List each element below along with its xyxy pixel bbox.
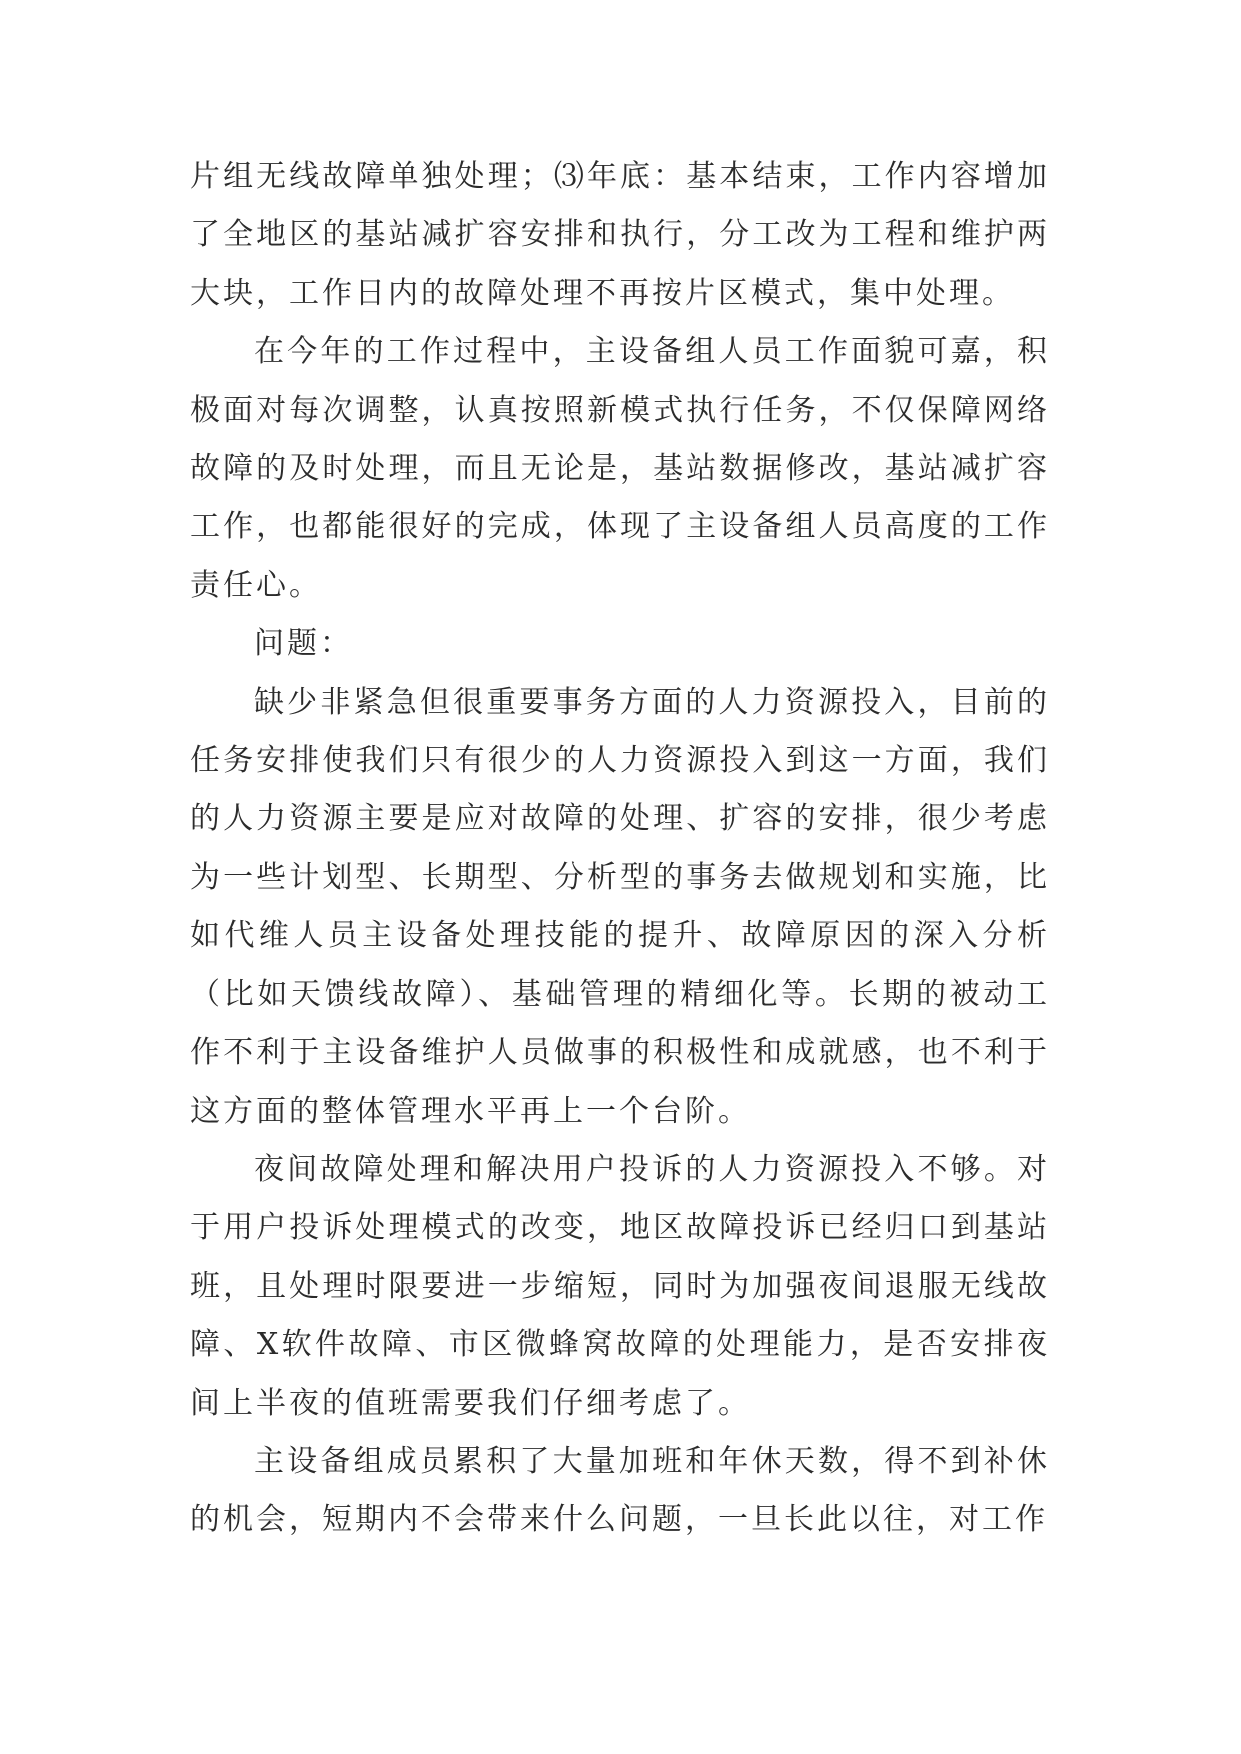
paragraph-6: 主设备组成员累积了大量加班和年休天数，得不到补休的机会，短期内不会带来什么问题，一旦长此以往，对工作: [190, 1443, 1050, 1538]
document-body: [190, 148, 1050, 1550]
paragraph-4: 缺少非紧急但很重要事务方面的人力资源投入，目前的任务安排使我们只有很少的人力资源投入到这一方面，我们的人力资源主要是应对故障的处理、扩容的安排，很少考虑为一些计划型、长期型、分析型的事务去做规划和实施，比如代维人员主设备处理技能的提升、故障原因的深入分析（比如天馈线故障）、基础管理的精细化等。长期的被动工作不利于主设备维护人员做事的积极性和成就感，也不利于这方面的整体管理水平再上一个台阶。: [190, 684, 1050, 1129]
paragraph-3-heading: 问题：: [254, 626, 353, 662]
paragraph-1: 片组无线故障单独处理；⑶年底：基本结束，工作内容增加了全地区的基站减扩容安排和执行，分工改为工程和维护两大块，工作日内的故障处理不再按片区模式，集中处理。: [190, 159, 1050, 311]
paragraph-2: 在今年的工作过程中，主设备组人员工作面貌可嘉，积极面对每次调整，认真按照新模式执行任务，不仅保障网络故障的及时处理，而且无论是，基站数据修改，基站减扩容工作，也都能很好的完成，体现了主设备组人员高度的工作责任心。: [190, 334, 1050, 603]
paragraph-5: 夜间故障处理和解决用户投诉的人力资源投入不够。对于用户投诉处理模式的改变，地区故障投诉已经归口到基站班，且处理时限要进一步缩短，同时为加强夜间退服无线故障、X软件故障、市区微蜂窝故障的处理能力，是否安排夜间上半夜的值班需要我们仔细考虑了。: [190, 1151, 1050, 1421]
